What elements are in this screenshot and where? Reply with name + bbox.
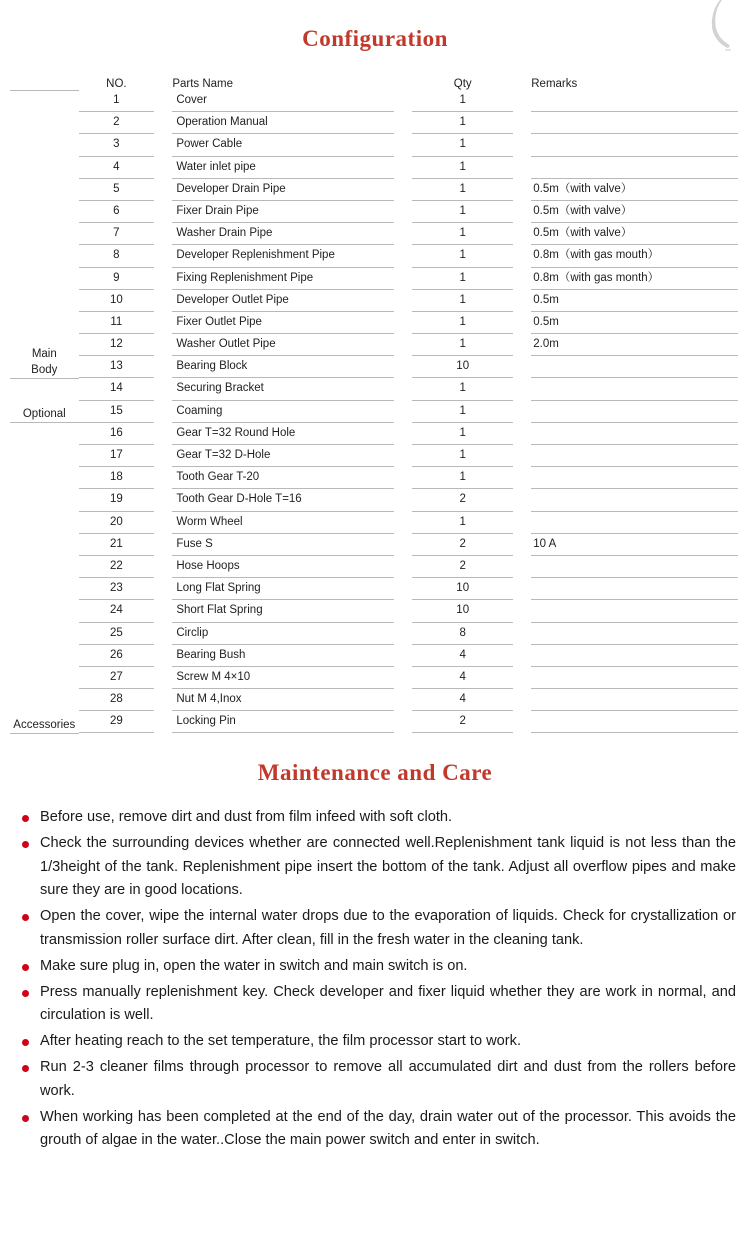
group-label-cell: Main Body [10, 90, 79, 378]
cell-gap [513, 378, 531, 400]
cell-no: 24 [79, 600, 155, 622]
configuration-title: Configuration [302, 26, 448, 51]
cell-gap [394, 223, 412, 245]
table-body [10, 90, 738, 733]
cell-gap [154, 223, 172, 245]
cell-remarks [531, 645, 738, 667]
cell-gap [394, 445, 412, 467]
cell-gap [513, 245, 531, 267]
cell-gap [154, 711, 172, 733]
cell-qty: 1 [412, 334, 513, 356]
cell-gap [513, 600, 531, 622]
cell-parts-name: Nut M 4,Inox [172, 689, 394, 711]
table-row [10, 689, 738, 711]
cell-gap [154, 600, 172, 622]
table-row [10, 334, 738, 356]
cell-gap [513, 290, 531, 312]
cell-no: 7 [79, 223, 155, 245]
cell-gap [154, 245, 172, 267]
cell-qty: 1 [412, 179, 513, 201]
cell-remarks [531, 157, 738, 179]
table-row [10, 312, 738, 334]
table-row [10, 623, 738, 645]
cell-gap [154, 689, 172, 711]
cell-parts-name: Tooth Gear T-20 [172, 467, 394, 489]
cell-gap [513, 711, 531, 733]
cell-gap [513, 645, 531, 667]
cell-qty: 10 [412, 578, 513, 600]
cell-no: 6 [79, 201, 155, 223]
cell-remarks [531, 512, 738, 534]
cell-no: 21 [79, 534, 155, 556]
cell-gap [154, 445, 172, 467]
cell-gap [513, 112, 531, 134]
header-group [10, 78, 79, 90]
cell-remarks [531, 401, 738, 423]
cell-no: 5 [79, 179, 155, 201]
cell-qty: 1 [412, 512, 513, 534]
cell-qty: 1 [412, 134, 513, 156]
cell-parts-name: Hose Hoops [172, 556, 394, 578]
table-row [10, 290, 738, 312]
cell-gap [513, 179, 531, 201]
table-row [10, 268, 738, 290]
cell-gap [154, 356, 172, 378]
cell-gap [394, 578, 412, 600]
cell-gap [154, 423, 172, 445]
cell-no: 23 [79, 578, 155, 600]
cell-no: 8 [79, 245, 155, 267]
cell-no: 9 [79, 268, 155, 290]
bullet-icon [22, 914, 29, 921]
cell-gap [394, 556, 412, 578]
bullet-icon [22, 964, 29, 971]
maintenance-title: Maintenance and Care [257, 759, 493, 785]
cell-gap [394, 157, 412, 179]
cell-gap [513, 467, 531, 489]
cell-qty: 10 [412, 600, 513, 622]
cell-gap [513, 268, 531, 290]
cell-gap [513, 201, 531, 223]
cell-remarks: 0.5m（with valve） [531, 201, 738, 223]
header-gap-2 [394, 78, 412, 90]
table-row [10, 423, 738, 445]
cell-gap [394, 378, 412, 400]
list-item [20, 806, 736, 830]
cell-parts-name: Short Flat Spring [172, 600, 394, 622]
cell-no: 12 [79, 334, 155, 356]
cell-gap [394, 711, 412, 733]
cell-gap [394, 179, 412, 201]
table-row [10, 467, 738, 489]
table-row [10, 645, 738, 667]
cell-no: 10 [79, 290, 155, 312]
header-gap-3 [513, 78, 531, 90]
bullet-icon [22, 990, 29, 997]
cell-remarks: 0.5m（with valve） [531, 223, 738, 245]
list-item [20, 955, 736, 979]
cell-no: 22 [79, 556, 155, 578]
cell-no: 25 [79, 623, 155, 645]
cell-gap [513, 401, 531, 423]
cell-no: 3 [79, 134, 155, 156]
list-item [20, 1030, 736, 1054]
cell-gap [513, 623, 531, 645]
cell-qty: 1 [412, 268, 513, 290]
cell-gap [513, 556, 531, 578]
cell-remarks [531, 112, 738, 134]
cell-gap [513, 423, 531, 445]
cell-gap [394, 201, 412, 223]
table-row [10, 667, 738, 689]
cell-qty: 1 [412, 223, 513, 245]
cell-parts-name: Washer Outlet Pipe [172, 334, 394, 356]
cell-remarks [531, 356, 738, 378]
cell-qty: 1 [412, 112, 513, 134]
cell-qty: 1 [412, 290, 513, 312]
header-parts-name: Parts Name [172, 78, 234, 90]
cell-gap [394, 268, 412, 290]
list-item-text: Run 2-3 cleaner films through processor to remove all accumulated dirt and dust from the rollers before work. [40, 1058, 736, 1099]
cell-gap [394, 534, 412, 556]
cell-gap [154, 467, 172, 489]
cell-qty: 1 [412, 157, 513, 179]
cell-gap [513, 445, 531, 467]
table-row [10, 157, 738, 179]
cell-no: 11 [79, 312, 155, 334]
cell-gap [394, 245, 412, 267]
cell-remarks: 10 A [531, 534, 738, 556]
cell-gap [154, 90, 172, 112]
cell-remarks: 0.8m（with gas month） [531, 268, 738, 290]
cell-no: 19 [79, 489, 155, 511]
cell-parts-name: Worm Wheel [172, 512, 394, 534]
cell-qty: 1 [412, 245, 513, 267]
cell-gap [394, 134, 412, 156]
cell-gap [394, 467, 412, 489]
cell-gap [154, 157, 172, 179]
cell-no: 29 [79, 711, 155, 733]
cell-parts-name: Washer Drain Pipe [172, 223, 394, 245]
cell-parts-name: Coaming [172, 401, 394, 423]
cell-gap [154, 667, 172, 689]
configuration-table-wrapper [0, 78, 750, 734]
cell-gap [154, 534, 172, 556]
cell-gap [513, 223, 531, 245]
table-row [10, 201, 738, 223]
cell-parts-name: Gear T=32 Round Hole [172, 423, 394, 445]
cell-qty: 2 [412, 489, 513, 511]
cell-no: 1 [79, 90, 155, 112]
cell-no: 18 [79, 467, 155, 489]
list-item-text: Press manually replenishment key. Check developer and fixer liquid whether they are work in normal, and circulation is well. [40, 983, 736, 1024]
cell-remarks: 0.5m（with valve） [531, 179, 738, 201]
cell-gap [154, 512, 172, 534]
table-row [10, 534, 738, 556]
cell-parts-name: Circlip [172, 623, 394, 645]
group-label-cell: Accessories [10, 423, 79, 734]
header-gap-1 [154, 78, 172, 90]
table-row [10, 134, 738, 156]
cell-gap [154, 201, 172, 223]
bullet-icon [22, 815, 29, 822]
cell-gap [394, 401, 412, 423]
cell-gap [154, 290, 172, 312]
cell-qty: 1 [412, 90, 513, 112]
cell-gap [394, 423, 412, 445]
table-row [10, 489, 738, 511]
header-qty: Qty [453, 78, 472, 90]
table-row [10, 356, 738, 378]
cell-gap [154, 489, 172, 511]
maintenance-list [0, 806, 750, 1153]
cell-remarks: 0.5m [531, 290, 738, 312]
list-item [20, 832, 736, 903]
cell-parts-name: Screw M 4×10 [172, 667, 394, 689]
bullet-icon [22, 1039, 29, 1046]
cell-gap [154, 112, 172, 134]
cell-gap [154, 334, 172, 356]
cell-parts-name: Developer Replenishment Pipe [172, 245, 394, 267]
configuration-table [10, 78, 738, 734]
cell-remarks [531, 711, 738, 733]
table-row [10, 378, 738, 400]
cell-parts-name: Fixer Outlet Pipe [172, 312, 394, 334]
cell-gap [154, 645, 172, 667]
cell-no: 16 [79, 423, 155, 445]
cell-parts-name: Developer Outlet Pipe [172, 290, 394, 312]
cell-gap [154, 312, 172, 334]
cell-gap [394, 689, 412, 711]
list-item [20, 1056, 736, 1104]
cell-qty: 1 [412, 467, 513, 489]
cell-no: 2 [79, 112, 155, 134]
cell-parts-name: Fixer Drain Pipe [172, 201, 394, 223]
cell-gap [513, 134, 531, 156]
header-remarks: Remarks [531, 78, 578, 90]
cell-qty: 2 [412, 534, 513, 556]
table-row [10, 512, 738, 534]
cell-qty: 1 [412, 423, 513, 445]
cell-gap [513, 578, 531, 600]
cell-qty: 4 [412, 667, 513, 689]
cell-qty: 1 [412, 445, 513, 467]
list-item-text: Check the surrounding devices whether are connected well.Replenishment tank liquid is not less than the 1/3height of the tank. Replenishment pipe insert the bottom of the tank. Adjust all overflow pipes and make sure they are in good locations. [40, 834, 736, 899]
list-item [20, 981, 736, 1029]
cell-gap [154, 378, 172, 400]
cell-remarks [531, 423, 738, 445]
cell-qty: 1 [412, 312, 513, 334]
cell-gap [154, 179, 172, 201]
cell-gap [394, 112, 412, 134]
cell-gap [154, 578, 172, 600]
table-row [10, 223, 738, 245]
cell-gap [513, 157, 531, 179]
cell-gap [394, 667, 412, 689]
list-item-text: Before use, remove dirt and dust from film infeed with soft cloth. [40, 808, 453, 825]
cell-parts-name: Fixing Replenishment Pipe [172, 268, 394, 290]
cell-gap [513, 356, 531, 378]
cell-remarks [531, 578, 738, 600]
cell-parts-name: Developer Drain Pipe [172, 179, 394, 201]
cell-no: 15 [79, 401, 155, 423]
cell-gap [154, 401, 172, 423]
list-item-text: Make sure plug in, open the water in switch and main switch is on. [40, 957, 468, 974]
cell-remarks [531, 445, 738, 467]
cell-gap [513, 534, 531, 556]
cell-remarks [531, 689, 738, 711]
cell-gap [513, 90, 531, 112]
cell-parts-name: Gear T=32 D-Hole [172, 445, 394, 467]
cell-gap [394, 90, 412, 112]
cell-remarks [531, 600, 738, 622]
table-row [10, 600, 738, 622]
cell-gap [394, 645, 412, 667]
cell-gap [394, 356, 412, 378]
cell-remarks [531, 378, 738, 400]
cell-remarks: 0.8m（with gas mouth） [531, 245, 738, 267]
cell-no: 13 [79, 356, 155, 378]
cell-parts-name: Bearing Block [172, 356, 394, 378]
cell-qty: 10 [412, 356, 513, 378]
cell-gap [513, 489, 531, 511]
list-item [20, 1106, 736, 1154]
cell-parts-name: Long Flat Spring [172, 578, 394, 600]
cell-qty: 8 [412, 623, 513, 645]
cell-qty: 4 [412, 645, 513, 667]
list-item-text: Open the cover, wipe the internal water drops due to the evaporation of liquids. Check for crystallization or transmission roller surface dirt. After clean, fill in the fresh water in the cleaning tank. [40, 908, 736, 948]
decorative-corner-icon [692, 0, 732, 52]
bullet-icon [22, 1115, 29, 1122]
cell-parts-name: Fuse S [172, 534, 394, 556]
cell-qty: 2 [412, 711, 513, 733]
list-item-text: After heating reach to the set temperature, the film processor start to work. [40, 1033, 522, 1050]
cell-qty: 1 [412, 201, 513, 223]
cell-remarks [531, 489, 738, 511]
cell-parts-name: Bearing Bush [172, 645, 394, 667]
cell-gap [394, 489, 412, 511]
cell-gap [154, 556, 172, 578]
table-row [10, 112, 738, 134]
cell-parts-name: Power Cable [172, 134, 394, 156]
table-row [10, 90, 738, 112]
cell-parts-name: Water inlet pipe [172, 157, 394, 179]
cell-parts-name: Operation Manual [172, 112, 394, 134]
cell-no: 4 [79, 157, 155, 179]
cell-no: 20 [79, 512, 155, 534]
cell-gap [513, 689, 531, 711]
cell-gap [154, 134, 172, 156]
cell-remarks [531, 667, 738, 689]
cell-remarks [531, 623, 738, 645]
cell-gap [394, 312, 412, 334]
cell-remarks: 0.5m [531, 312, 738, 334]
list-item [20, 905, 736, 953]
cell-parts-name: Cover [172, 90, 394, 112]
cell-gap [394, 290, 412, 312]
table-row [10, 578, 738, 600]
table-row [10, 245, 738, 267]
cell-gap [394, 600, 412, 622]
table-row [10, 179, 738, 201]
cell-qty: 4 [412, 689, 513, 711]
cell-remarks [531, 467, 738, 489]
cell-qty: 2 [412, 556, 513, 578]
cell-gap [513, 667, 531, 689]
cell-gap [154, 268, 172, 290]
cell-remarks [531, 556, 738, 578]
list-item-text: When working has been completed at the end of the day, drain water out of the processor. This avoids the grouth of algae in the water..Close the main power switch and enter in switch. [40, 1108, 736, 1149]
cell-parts-name: Securing Bracket [172, 378, 394, 400]
cell-gap [154, 623, 172, 645]
table-row [10, 556, 738, 578]
cell-no: 17 [79, 445, 155, 467]
bullet-icon [22, 1065, 29, 1072]
cell-gap [513, 334, 531, 356]
cell-gap [513, 512, 531, 534]
group-label-cell: Optional [10, 378, 79, 422]
cell-no: 28 [79, 689, 155, 711]
header-no: NO. [106, 78, 127, 90]
cell-parts-name: Tooth Gear D-Hole T=16 [172, 489, 394, 511]
cell-no: 14 [79, 378, 155, 400]
cell-gap [394, 334, 412, 356]
table-row [10, 401, 738, 423]
cell-gap [394, 512, 412, 534]
cell-gap [394, 623, 412, 645]
table-row [10, 445, 738, 467]
cell-no: 27 [79, 667, 155, 689]
cell-remarks [531, 90, 738, 112]
cell-remarks [531, 134, 738, 156]
cell-gap [513, 312, 531, 334]
cell-parts-name: Locking Pin [172, 711, 394, 733]
cell-qty: 1 [412, 378, 513, 400]
bullet-icon [22, 841, 29, 848]
cell-no: 26 [79, 645, 155, 667]
table-row [10, 711, 738, 733]
cell-qty: 1 [412, 401, 513, 423]
table-header-row [10, 78, 738, 90]
cell-remarks: 2.0m [531, 334, 738, 356]
